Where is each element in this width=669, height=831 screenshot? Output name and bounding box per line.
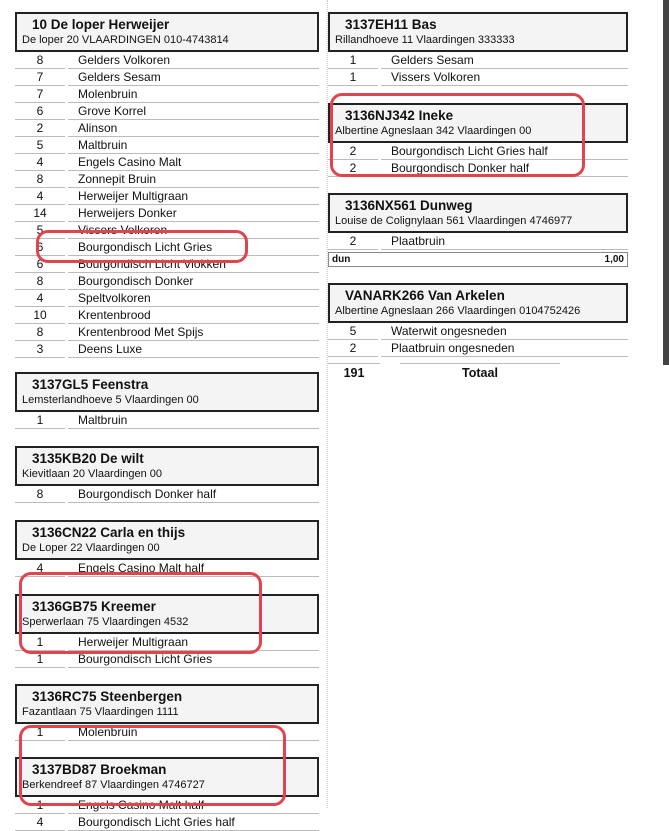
customer-header — [15, 684, 319, 724]
order-product: Herweijers Donker — [68, 206, 319, 222]
customer-header — [15, 520, 319, 560]
order-qty: 6 — [15, 257, 65, 273]
block-gap — [328, 177, 628, 193]
order-qty: 8 — [15, 487, 65, 503]
customer-header — [328, 193, 628, 233]
order-product: Speltvolkoren — [68, 291, 319, 307]
order-row — [15, 797, 319, 814]
order-qty: 2 — [15, 121, 65, 137]
order-product: Plaatbruin — [381, 234, 628, 250]
order-product: Bourgondisch Licht Gries half — [381, 144, 628, 160]
customer-title: 3137GL5 Feenstra — [32, 377, 149, 392]
order-qty: 2 — [328, 144, 378, 160]
customer-title: 3136CN22 Carla en thijs — [32, 525, 186, 540]
customer-title: 10 De loper Herweijer — [32, 17, 170, 32]
order-qty: 2 — [328, 234, 378, 250]
order-product: Bourgondisch Licht Gries — [68, 652, 319, 668]
order-qty: 8 — [15, 274, 65, 290]
order-qty: 3 — [15, 342, 65, 358]
order-product: Engels Casino Malt — [68, 155, 319, 171]
order-row — [15, 154, 319, 171]
order-product: Vissers Volkoren — [68, 223, 319, 239]
customer-title: 3137BD87 Broekman — [32, 762, 167, 777]
customer-address: Rillandhoeve 11 Vlaardingen 333333 — [335, 34, 515, 46]
order-qty: 1 — [328, 53, 378, 69]
block-gap — [15, 429, 319, 446]
order-product: Bourgondisch Licht Gries half — [68, 815, 319, 831]
order-qty: 8 — [15, 325, 65, 341]
customer-address: Albertine Agneslaan 342 Vlaardingen 00 — [335, 125, 532, 137]
scrollbar[interactable] — [663, 0, 669, 365]
order-product: Gelders Volkoren — [68, 53, 319, 69]
order-qty: 4 — [15, 561, 65, 577]
order-qty: 8 — [15, 53, 65, 69]
customer-header — [15, 372, 319, 412]
order-qty: 2 — [328, 341, 378, 357]
order-product: Bourgondisch Donker — [68, 274, 319, 290]
left-column — [15, 12, 319, 831]
customer-block — [15, 520, 319, 577]
order-row — [328, 69, 628, 86]
order-qty: 1 — [15, 798, 65, 814]
order-row — [15, 120, 319, 137]
order-product: Bourgondisch Donker half — [68, 487, 319, 503]
order-product: Maltbruin — [68, 138, 319, 154]
order-qty: 1 — [15, 652, 65, 668]
order-product: Molenbruin — [68, 725, 319, 741]
customer-address: Louise de Colignylaan 561 Vlaardingen 4746977 — [335, 215, 573, 227]
order-row — [15, 273, 319, 290]
order-row — [15, 324, 319, 341]
order-product: Krentenbrood Met Spijs — [68, 325, 319, 341]
order-product: Molenbruin — [68, 87, 319, 103]
dun-label: dun — [332, 254, 351, 265]
customer-block — [15, 594, 319, 668]
order-qty: 8 — [15, 172, 65, 188]
customer-header — [328, 103, 628, 143]
customer-block — [328, 103, 628, 177]
order-product: Vissers Volkoren — [381, 70, 628, 86]
total-row — [328, 363, 628, 380]
block-gap — [15, 358, 319, 372]
customer-title: 3135KB20 De wilt — [32, 451, 144, 466]
order-product: Waterwit ongesneden — [381, 324, 628, 340]
order-row — [328, 340, 628, 357]
order-row — [15, 86, 319, 103]
customer-address: De Loper 22 Vlaardingen 00 — [22, 542, 160, 554]
order-row — [15, 412, 319, 429]
order-product: Engels Casino Malt half — [68, 561, 319, 577]
order-product: Alinson — [68, 121, 319, 137]
block-gap — [15, 668, 319, 684]
order-qty: 4 — [15, 155, 65, 171]
order-qty: 5 — [15, 138, 65, 154]
order-row — [15, 634, 319, 651]
order-qty: 2 — [328, 161, 378, 177]
order-row — [15, 222, 319, 239]
order-product: Herweijer Multigraan — [68, 635, 319, 651]
order-qty: 14 — [15, 206, 65, 222]
order-qty: 5 — [328, 324, 378, 340]
order-row — [15, 69, 319, 86]
order-qty: 6 — [15, 240, 65, 256]
order-row — [15, 307, 319, 324]
total-qty: 191 — [328, 363, 380, 380]
order-row — [15, 290, 319, 307]
order-qty: 10 — [15, 308, 65, 324]
order-product: Krentenbrood — [68, 308, 319, 324]
order-row — [15, 724, 319, 741]
order-row — [15, 341, 319, 358]
customer-title: 3136GB75 Kreemer — [32, 599, 156, 614]
customer-header — [328, 12, 628, 52]
customer-title: 3136RC75 Steenbergen — [32, 689, 183, 704]
total-label: Totaal — [400, 363, 560, 380]
order-product: Zonnepit Bruin — [68, 172, 319, 188]
order-product: Grove Korrel — [68, 104, 319, 120]
order-qty: 4 — [15, 815, 65, 831]
order-product: Bourgondisch Licht Viokken — [68, 257, 319, 273]
customer-address: De loper 20 VLAARDINGEN 010-4743814 — [22, 34, 229, 46]
block-gap — [15, 503, 319, 520]
order-row — [15, 171, 319, 188]
customer-header — [15, 594, 319, 634]
customer-block — [15, 684, 319, 741]
order-product: Plaatbruin ongesneden — [381, 341, 628, 357]
order-row — [15, 651, 319, 668]
order-product: Gelders Sesam — [381, 53, 628, 69]
order-qty: 1 — [15, 413, 65, 429]
dun-value: 1,00 — [604, 254, 624, 265]
customer-header — [15, 446, 319, 486]
order-row — [328, 52, 628, 69]
customer-block — [15, 12, 319, 358]
order-product: Bourgondisch Donker half — [381, 161, 628, 177]
order-row — [15, 560, 319, 577]
order-qty: 6 — [15, 104, 65, 120]
order-product: Herweijer Multigraan — [68, 189, 319, 205]
customer-block — [328, 283, 628, 357]
right-column — [328, 12, 628, 380]
customer-block — [15, 757, 319, 831]
customer-header — [328, 283, 628, 323]
order-row — [328, 143, 628, 160]
customer-header — [15, 757, 319, 797]
order-row — [15, 188, 319, 205]
order-row — [15, 814, 319, 831]
order-row — [15, 205, 319, 222]
order-row — [15, 256, 319, 273]
order-qty: 1 — [328, 70, 378, 86]
customer-address: Berkendreef 87 Vlaardingen 4746727 — [22, 779, 205, 791]
order-row — [15, 486, 319, 503]
customer-address: Kievitlaan 20 Vlaardingen 00 — [22, 468, 163, 480]
order-row — [15, 239, 319, 256]
block-gap — [328, 267, 628, 283]
order-row — [328, 323, 628, 340]
customer-block — [15, 372, 319, 429]
order-qty: 1 — [15, 725, 65, 741]
order-row — [15, 103, 319, 120]
block-gap — [15, 577, 319, 594]
customer-title: VANARK266 Van Arkelen — [345, 288, 505, 303]
order-qty: 4 — [15, 189, 65, 205]
customer-address: Sperwerlaan 75 Vlaardingen 4532 — [22, 616, 189, 628]
customer-block — [328, 12, 628, 86]
order-row — [328, 233, 628, 250]
order-product: Engels Casino Malt half — [68, 798, 319, 814]
order-product: Deens Luxe — [68, 342, 319, 358]
customer-block — [328, 193, 628, 267]
customer-header — [15, 12, 319, 52]
customer-address: Albertine Agneslaan 266 Vlaardingen 0104752426 — [335, 305, 581, 317]
customer-block — [15, 446, 319, 503]
order-qty: 5 — [15, 223, 65, 239]
order-product: Gelders Sesam — [68, 70, 319, 86]
customer-title: 3136NJ342 Ineke — [345, 108, 454, 123]
customer-address: Lemsterlandhoeve 5 Vlaardingen 00 — [22, 394, 199, 406]
customer-title: 3137EH11 Bas — [345, 17, 437, 32]
dun-summary — [328, 252, 628, 267]
order-product: Maltbruin — [68, 413, 319, 429]
order-row — [15, 52, 319, 69]
order-qty: 7 — [15, 70, 65, 86]
order-qty: 7 — [15, 87, 65, 103]
block-gap — [328, 86, 628, 103]
customer-address: Fazantlaan 75 Vlaardingen 1111 — [22, 706, 179, 718]
order-qty: 4 — [15, 291, 65, 307]
block-gap — [15, 741, 319, 757]
order-row — [15, 137, 319, 154]
order-product: Bourgondisch Licht Gries — [68, 240, 319, 256]
order-row — [328, 160, 628, 177]
customer-title: 3136NX561 Dunweg — [345, 198, 473, 213]
order-qty: 1 — [15, 635, 65, 651]
